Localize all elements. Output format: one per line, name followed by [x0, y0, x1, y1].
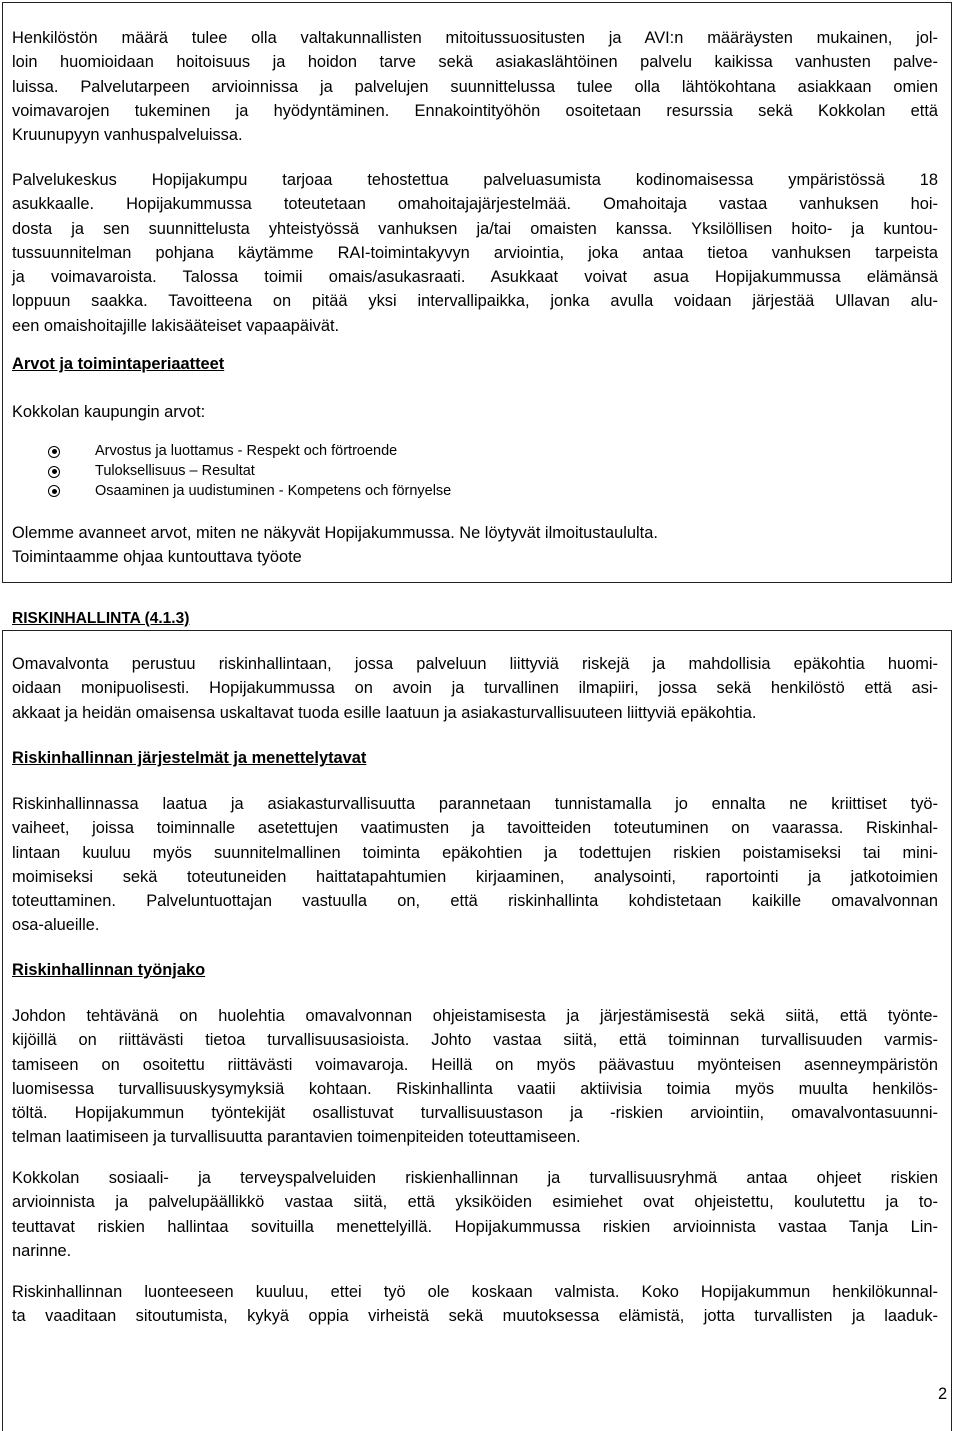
management-paragraph: [12, 1004, 938, 1150]
text-line: akkaat ja heidän omaisensa uskaltavat tuoda esille laatuun ja asiakasturvallisuuteen liittyviä epäkohtia.: [12, 703, 757, 722]
service-center-paragraph: [12, 168, 938, 338]
text-line: moimiseksi sekä toteutuneiden haittatapahtumien kirjaaminen, analysointi, raportointi ja jatkotoimien: [12, 867, 938, 886]
text-line: lintaan kuuluu myös suunnitelmallinen toiminta epäkohtien ja todettujen riskien poistamiseksi tai mini-: [12, 843, 938, 862]
values-heading: Arvot ja toimintaperiaatteet: [12, 355, 225, 373]
bullet-icon: [48, 446, 60, 458]
values-note: [12, 521, 938, 570]
staffing-paragraph: [12, 26, 938, 147]
text-line: ta vaaditaan sitoutumista, kykyä oppia virheistä sekä muutoksessa elämistä, jotta turvallisten ja laaduk-: [12, 1307, 938, 1326]
systems-paragraph: [12, 792, 938, 938]
values-intro: Kokkolan kaupungin arvot:: [12, 403, 206, 421]
list-item: [12, 442, 712, 462]
text-line: ja voimavaroista. Talossa toimii omais/asukasraati. Asukkaat voivat asua Hopijakummussa elämänsä: [12, 268, 938, 287]
text-line: Kokkolan sosiaali- ja terveyspalveluiden riskienhallinnan ja turvallisuusryhmä antaa ohjeet riskien: [12, 1169, 938, 1187]
page-number: 2: [938, 1385, 948, 1403]
bullet-icon: [48, 466, 60, 478]
text-line: teuttavat riskien hallintaa sovituilla menettelyillä. Hopijakummussa riskien arvioinnista vastaa Tanja Lin-: [12, 1217, 938, 1236]
text-line: telman laatimiseen ja turvallisuutta parantavien toimenpiteiden toteuttamiseen.: [12, 1128, 581, 1147]
text-line: Olemme avanneet arvot, miten ne näkyvät Hopijakummussa. Ne löytyvät ilmoitustaululta.: [12, 524, 658, 542]
continuity-paragraph: [12, 1280, 938, 1329]
text-line: kijöillä on riittävästi tietoa turvallisuusasioista. Johto vastaa siitä, että toiminnan turvallisuuden varmis-: [12, 1031, 938, 1050]
text-line: toteuttaminen. Palveluntuottajan vastuulla on, että riskinhallinta kohdistetaan kaikille omavalvonnan: [12, 892, 938, 911]
bullet-icon: [48, 485, 60, 497]
self-monitoring-paragraph: [12, 652, 938, 725]
text-line: töltä. Hopijakummun työntekijät osallistuvat turvallisuustason ja -riskien arviointiin, omavalvontasuunni-: [12, 1104, 938, 1123]
text-line: Omavalvonta perustuu riskinhallintaan, jossa palveluun liittyviä riskejä ja mahdollisia epäkohtia huomi-: [12, 655, 938, 673]
list-item: [12, 462, 712, 482]
list-item-label: Osaaminen ja uudistuminen - Kompetens och förnyelse: [95, 482, 452, 499]
text-line: luomisessa turvallisuuskysymyksiä kohtaan. Riskinhallinta vaatii aktiivisia toimia myös muulta henkilös-: [12, 1079, 938, 1098]
list-item: [12, 482, 712, 502]
text-line: narinne.: [12, 1241, 72, 1260]
text-line: tamiseen on osoitettu riittävästi voimavaroja. Heillä on myös päävastuu myönteisen asenneympäristön: [12, 1055, 938, 1074]
text-line: Riskinhallinnassa laatua ja asiakasturvallisuutta parannetaan tunnistamalla jo ennalta ne kriittiset työ-: [12, 795, 938, 813]
values-list: [12, 442, 712, 501]
text-line: tussuunnitelman pohjana käytämme RAI-toimintakyvyn arviointia, joka antaa tietoa vanhuksen tarpeista: [12, 243, 938, 262]
safety-group-paragraph: [12, 1166, 938, 1263]
text-line: een omaishoitajille lakisääteiset vapaapäivät.: [12, 316, 340, 335]
text-line: Palvelukeskus Hopijakumpu tarjoaa tehostettua palveluasumista kodinomaisessa ympäristössä 18: [12, 171, 938, 189]
text-line: osa-alueille.: [12, 916, 100, 935]
text-line: oidaan monipuolisesti. Hopijakummussa on avoin ja turvallinen ilmapiiri, jossa sekä henkilöstö että asi-: [12, 679, 938, 698]
text-line: arvioinnista ja palvelupäällikkö vastaa siitä, että yksiköiden esimiehet ovat ohjeistettu, koulutettu ja to-: [12, 1193, 938, 1212]
text-line: loin huomioidaan hoitoisuus ja hoidon tarve sekä asiakaslähtöinen palvelu kaikissa vanhusten palve-: [12, 53, 938, 72]
text-line: dosta ja sen suunnittelusta yhteistyössä vanhuksen ja/tai omaisten kanssa. Yksilöllisen hoito- ja kuntou-: [12, 219, 938, 238]
list-item-label: Arvostus ja luottamus - Respekt och förtroende: [95, 443, 398, 459]
text-line: Riskinhallinnan luonteeseen kuuluu, ettei työ ole koskaan valmista. Koko Hopijakummun henkilökunnal-: [12, 1283, 938, 1301]
text-line: voimavarojen tukeminen ja hyödyntäminen. Ennakointityöhön osoitetaan resurssia sekä Kokkolan että: [12, 101, 938, 120]
text-line: Henkilöstön määrä tulee olla valtakunnallisten mitoitussuositusten ja AVI:n määräysten mukainen, jol-: [12, 29, 938, 47]
text-line: Johdon tehtävänä on huolehtia omavalvonnan ohjeistamisesta ja järjestämisestä sekä siitä, että työnte-: [12, 1007, 938, 1025]
text-line: loppuun saakka. Tavoitteena on pitää yksi intervallipaikka, jonka avulla voidaan järjestää Ullavan alu-: [12, 292, 938, 311]
division-heading: Riskinhallinnan työnjako: [12, 961, 206, 979]
systems-heading: Riskinhallinnan järjestelmät ja menettelytavat: [12, 749, 367, 767]
text-line: asukkaalle. Hopijakummussa toteutetaan omahoitajajärjestelmää. Omahoitaja vastaa vanhuksen hoi-: [12, 195, 938, 214]
list-item-label: Tuloksellisuus – Resultat: [95, 462, 255, 479]
risk-management-title: RISKINHALLINTA (4.1.3): [12, 610, 190, 627]
text-line: Kruunupyyn vanhuspalveluissa.: [12, 126, 243, 145]
text-line: vaiheet, joissa toiminnalle asetettujen vaatimusten ja tavoitteiden toteutuminen on vaarassa. Riskinhal-: [12, 819, 938, 838]
text-line: luissa. Palvelutarpeen arvioinnissa ja palvelujen suunnittelussa tulee olla lähtökohtana asiakkaan omien: [12, 77, 938, 96]
text-line: Toimintaamme ohjaa kuntouttava työote: [12, 548, 302, 567]
